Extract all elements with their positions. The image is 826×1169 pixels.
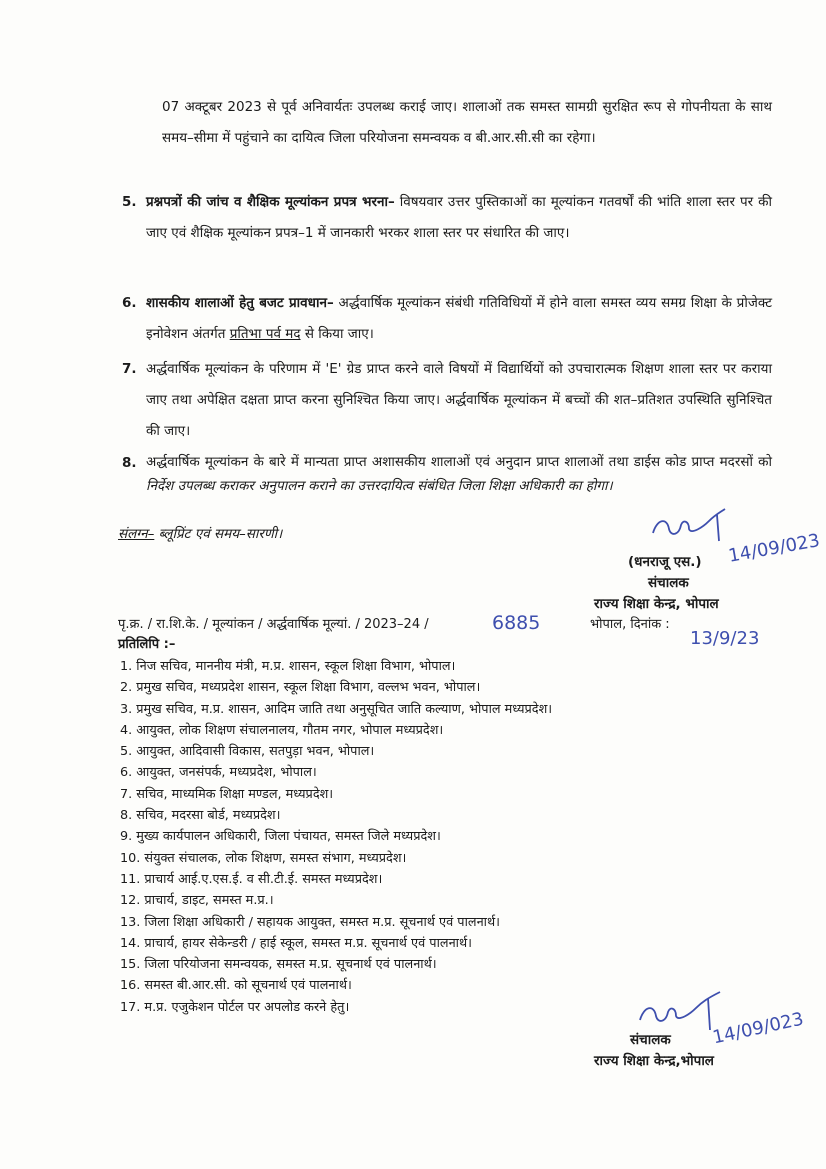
copy-item: 3. प्रमुख सचिव, म.प्र. शासन, आदिम जाति तथा अनुसूचित जाति कल्याण, भोपाल मध्यप्रदेश। (120, 701, 553, 717)
point-6-text: अर्द्धवार्षिक मूल्यांकन संबंधी गतिविधियों में होने वाला समस्त व्यय समग्र शिक्षा के प्रोजेक्ट इनोवेशन अंतर्गत (146, 295, 773, 342)
point-6-text-end: से किया जाए। (300, 326, 374, 342)
director-signature (645, 505, 745, 550)
point-6-paragraph (146, 288, 772, 350)
intro-paragraph: 07 अक्टूबर 2023 से पूर्व अनिवार्यतः उपलब्ध कराई जाए। शालाओं तक समस्त सामग्री सुरक्षित रूप से गोपनीयता के साथ समय–सीमा में पहुंचाने का दायित्व जिला परियोजना समन्वयक व बी.आर.सी.सी का रहेगा। (162, 99, 772, 146)
footer-office: राज्य शिक्षा केन्द्र,भोपाल (594, 1053, 714, 1069)
reference-number: पृ.क्र. / रा.शि.के. / मूल्यांकन / अर्द्धवार्षिक मूल्यां. / 2023–24 / (118, 617, 429, 632)
point-8-text: अर्द्धवार्षिक मूल्यांकन के बारे में मान्यता प्राप्त अशासकीय शालाओं एवं अनुदान प्राप्त शालाओं तथा डाईस कोड प्राप्त मदरसों को (146, 454, 772, 470)
footer-signature-date: 14/09/023 (710, 1008, 806, 1049)
point-5-heading: प्रश्नपत्रों की जांच व शैक्षिक मूल्यांकन प्रपत्र भरना– (146, 194, 395, 210)
point-6-budget-head: प्रतिभा पर्व मद (229, 326, 301, 342)
copy-item: 14. प्राचार्य, हायर सेकेन्डरी / हाई स्कूल, समस्त म.प्र. सूचनार्थ एवं पालनार्थ। (120, 935, 473, 951)
copy-item: 9. मुख्य कार्यपालन अधिकारी, जिला पंचायत, समस्त जिले मध्यप्रदेश। (120, 829, 441, 845)
signatory-designation: संचालक (648, 575, 689, 591)
place-date-label: भोपाल, दिनांक : (590, 617, 670, 632)
point-number: 6. (122, 295, 137, 311)
point-6-heading: शासकीय शालाओं हेतु बजट प्रावधान– (146, 295, 334, 311)
copy-item: 5. आयुक्त, आदिवासी विकास, सतपुड़ा भवन, भोपाल। (120, 744, 375, 760)
copy-list (120, 656, 552, 1018)
signatory-name: (धनराजू एस.) (628, 554, 702, 570)
copy-item: 17. म.प्र. एजुकेशन पोर्टल पर अपलोड करने हेतु। (120, 999, 350, 1015)
copy-item: 12. प्राचार्य, डाइट, समस्त म.प्र.। (120, 893, 274, 909)
reference-handwritten-date: 13/9/23 (690, 628, 760, 649)
point-5-text: विषयवार उत्तर पुस्तिकाओं का मूल्यांकन गतवर्षों की भांति शाला स्तर पर की जाए एवं शैक्षिक मूल्यांकन प्रपत्र–1 में जानकारी भरकर शाला स्तर पर संधारित की जाए। (146, 194, 772, 241)
copy-heading: प्रतिलिपि :– (118, 637, 176, 652)
point-number: 8. (122, 455, 137, 471)
copy-item: 11. प्राचार्य आई.ए.एस.ई. व सी.टी.ई. समस्त मध्यप्रदेश। (120, 871, 383, 887)
copy-item: 2. प्रमुख सचिव, मध्यप्रदेश शासन, स्कूल शिक्षा विभाग, वल्लभ भवन, भोपाल। (120, 680, 481, 696)
copy-item: 8. सचिव, मदरसा बोर्ड, मध्यप्रदेश। (120, 808, 281, 824)
signatory-office: राज्य शिक्षा केन्द्र, भोपाल (594, 596, 719, 612)
copy-item: 15. जिला परियोजना समन्वयक, समस्त म.प्र. सूचनार्थ एवं पालनार्थ। (120, 957, 437, 973)
copy-item: 10. संयुक्त संचालक, लोक शिक्षण, समस्त संभाग, मध्यप्रदेश। (120, 850, 407, 866)
point-5-paragraph (146, 187, 772, 249)
signature-date: 14/09/023 (726, 530, 822, 567)
copy-item: 16. समस्त बी.आर.सी. को सूचनार्थ एवं पालनार्थ। (120, 978, 352, 994)
enclosure-label: संलग्न– (118, 526, 155, 542)
copy-item: 7. सचिव, माध्यमिक शिक्षा मण्डल, मध्यप्रदेश। (120, 786, 334, 802)
point-7-paragraph: अर्द्धवार्षिक मूल्यांकन के परिणाम में 'E' ग्रेड प्राप्त करने वाले विषयों में विद्यार्थियों को उपचारात्मक शिक्षण शाला स्तर पर कराया जाए तथा अपेक्षित दक्षता प्राप्त करना सुनिश्चित किया जाए। अर्द्धवार्षिक मूल्यांकन में बच्चों की शत–प्रतिशत उपस्थिति सुनिश्चित की जाए। (146, 361, 772, 439)
reference-handwritten-number: 6885 (492, 612, 541, 634)
copy-item: 13. जिला शिक्षा अधिकारी / सहायक आयुक्त, समस्त म.प्र. सूचनार्थ एवं पालनार्थ। (120, 914, 501, 930)
enclosure-line (118, 524, 282, 542)
footer-designation: संचालक (630, 1032, 671, 1048)
point-number: 7. (122, 361, 137, 377)
copy-item: 4. आयुक्त, लोक शिक्षण संचालनालय, गौतम नगर, भोपाल मध्यप्रदेश। (120, 722, 444, 738)
copy-item: 1. निज सचिव, माननीय मंत्री, म.प्र. शासन, स्कूल शिक्षा विभाग, भोपाल। (120, 659, 456, 674)
copy-item: 6. आयुक्त, जनसंपर्क, मध्यप्रदेश, भोपाल। (120, 765, 317, 781)
enclosure-text: ब्लूप्रिंट एवं समय–सारणी। (154, 526, 283, 542)
point-number: 5. (122, 194, 137, 210)
point-8-paragraph (146, 450, 772, 498)
point-8-italic-text: निर्देश उपलब्ध कराकर अनुपालन कराने का उत्तरदायित्व संबंधित जिला शिक्षा अधिकारी का होगा। (146, 478, 613, 494)
